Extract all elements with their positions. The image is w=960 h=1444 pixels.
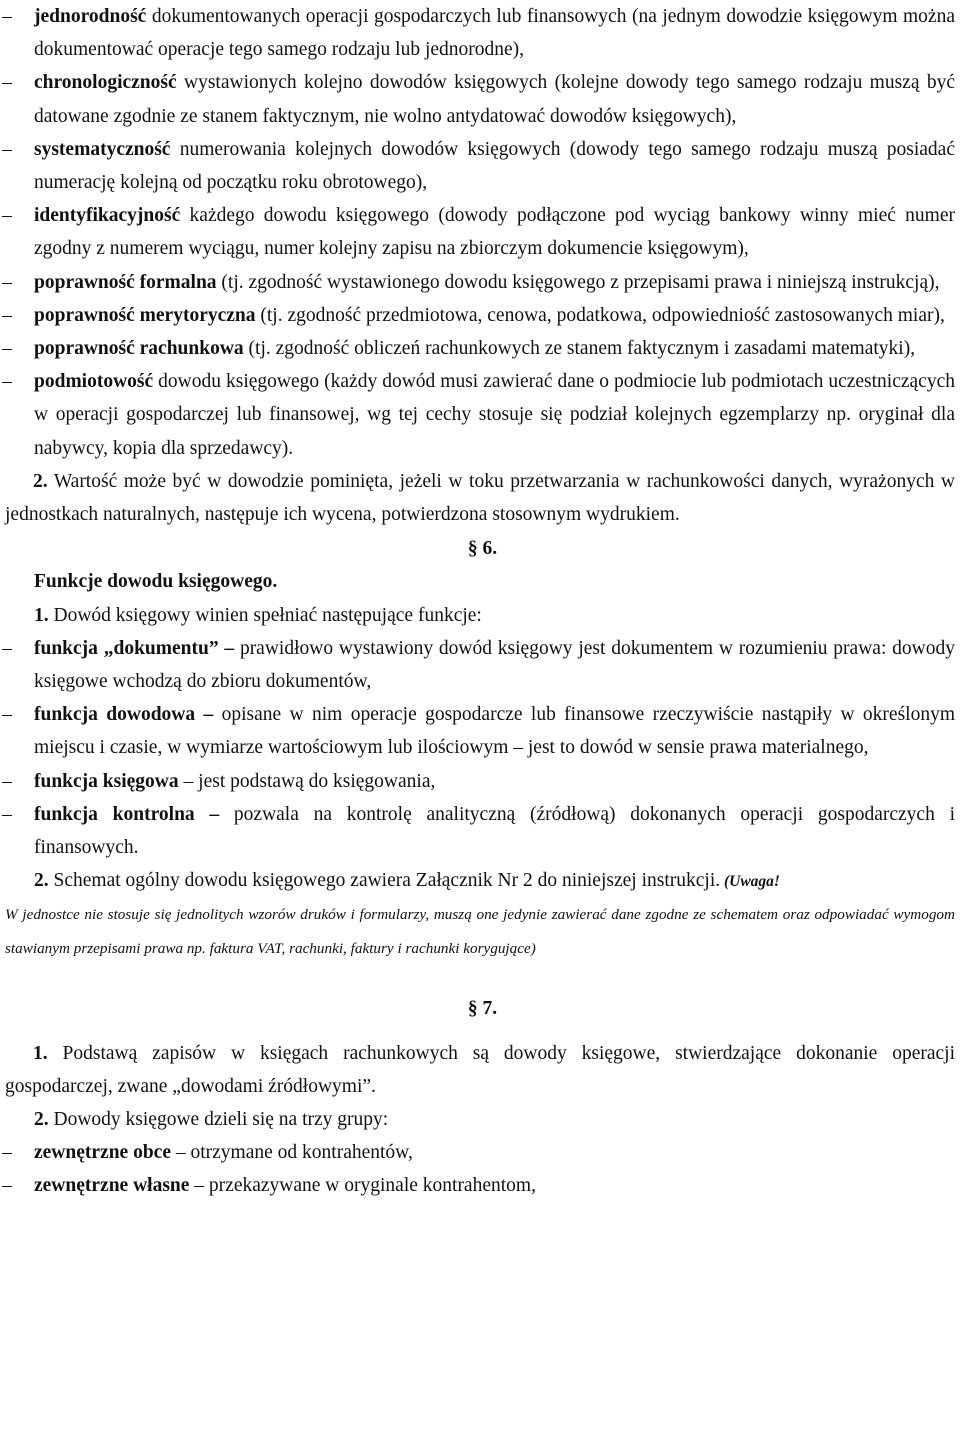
item-term: zewnętrzne własne (34, 1175, 190, 1197)
item-text: (tj. zgodność przedmiotowa, cenowa, podatkowa, odpowiedniość zastosowanych miar), (255, 304, 945, 326)
criteria-list (0, 0, 960, 465)
spacer (0, 965, 960, 987)
item-term: funkcja księgowa (34, 770, 179, 792)
paragraph-2 (0, 465, 960, 531)
list-item (0, 798, 960, 864)
dash-bullet: – (2, 770, 12, 792)
paragraph-text: Schemat ogólny dowodu księgowego zawiera Załącznik Nr 2 do niniejszej instrukcji. (48, 870, 721, 892)
item-term: systematyczność (34, 138, 171, 160)
dash-bullet: – (2, 704, 12, 726)
dash-bullet: – (2, 803, 12, 825)
item-term: chronologiczność (34, 72, 177, 94)
item-text: opisane w nim operacje gospodarcze lub finansowe rzeczywiście nastąpiły w określonym miejscu i czasie, w wymiarze wartościowym lub ilościowym – jest to dowód w sensie prawa materialnego, (34, 704, 955, 759)
item-text: numerowania kolejnych dowodów księgowych (dowody tego samego rodzaju muszą posiadać numerację kolejną od początku roku obrotowego), (34, 138, 955, 194)
paragraph-number: 2. (33, 470, 48, 492)
list-item (0, 698, 960, 764)
list-item (0, 0, 960, 66)
dash-bullet: – (2, 271, 12, 293)
paragraph-text: Wartość może być w dowodzie pominięta, jeżeli w toku przetwarzania w rachunkowości danych, wyrażonych w jednostkach naturalnych, następuje ich wycena, potwierdzona stosownym wydrukiem. (5, 470, 955, 526)
italic-note: W jednostce nie stosuje się jednolitych wzorów druków i formularzy, muszą one jedynie zawierać dane zgodne ze schematem oraz odpowiadać wymogom stawianym przepisami prawa np. faktura VAT, rachunki, faktury i rachunki korygujące) (5, 906, 955, 957)
item-text: – przekazywane w oryginale kontrahentom, (189, 1175, 536, 1197)
dash-bullet: – (2, 1175, 12, 1197)
list-item (0, 632, 960, 698)
dash-bullet: – (2, 338, 12, 360)
section-6-heading: Funkcje dowodu księgowego. (34, 571, 278, 593)
paragraph-number: 1. (34, 604, 49, 626)
dash-bullet: – (2, 304, 12, 326)
dash-bullet: – (2, 371, 12, 393)
item-text: (tj. zgodność wystawionego dowodu księgowego z przepisami prawa i niniejszą instrukcją), (216, 271, 940, 293)
list-item (0, 299, 960, 332)
list-item (0, 266, 960, 299)
paragraph-number: 1. (33, 1042, 48, 1064)
item-text: wystawionych kolejno dowodów księgowych (kolejne dowody tego samego rodzaju muszą być datowane zgodnie ze stanem faktycznym, nie wolno antydatować dowodów księgowych), (34, 72, 955, 127)
section-6-point-2 (0, 864, 960, 898)
item-term: funkcja dowodowa – (34, 704, 214, 726)
list-item (0, 66, 960, 132)
dash-bullet: – (2, 72, 12, 94)
paragraph-text: Podstawą zapisów w księgach rachunkowych są dowody księgowe, stwierdzające dokonanie operacji gospodarczej, zwane „dowodami źródłowymi”. (5, 1042, 955, 1097)
list-item (0, 1169, 960, 1202)
functions-list (0, 632, 960, 864)
item-term: jednorodność (34, 6, 147, 27)
section-7-point-1 (0, 1037, 960, 1103)
item-term: poprawność rachunkowa (34, 338, 244, 360)
item-term: poprawność merytoryczna (34, 304, 256, 326)
list-item (0, 133, 960, 199)
item-text: każdego dowodu księgowego (dowody podłączone pod wyciąg bankowy winny mieć numer zgodny z numerem wyciągu, numer kolejny zapisu na zbiorczym dokumencie księgowym), (34, 205, 955, 260)
groups-list (0, 1136, 960, 1202)
list-item (0, 199, 960, 265)
paragraph-number: 2. (34, 1108, 49, 1130)
paragraph-number: 2. (34, 870, 49, 892)
list-item (0, 332, 960, 365)
item-term: podmiotowość (34, 371, 154, 393)
note-marker: (Uwaga! (720, 873, 780, 891)
dash-bullet: – (2, 205, 12, 227)
list-item (0, 765, 960, 798)
item-text: dokumentowanych operacji gospodarczych lub finansowych (na jednym dowodzie księgowym można dokumentować operacje tego samego rodzaju lub jednorodne), (34, 6, 955, 61)
dash-bullet: – (2, 138, 12, 160)
item-term: zewnętrzne obce (34, 1142, 171, 1164)
item-text: (tj. zgodność obliczeń rachunkowych ze stanem faktycznym i zasadami matematyki), (243, 338, 916, 360)
item-text: prawidłowo wystawiony dowód księgowy jest dokumentem w rozumieniu prawa: dowody księgowe wchodzą do zbioru dokumentów, (34, 637, 955, 693)
item-term: funkcja „dokumentu” – (34, 637, 235, 659)
item-term: funkcja kontrolna – (34, 803, 220, 825)
list-item (0, 365, 960, 465)
list-item (0, 1136, 960, 1169)
section-6-point-1 (0, 599, 960, 632)
section-7-point-2 (0, 1103, 960, 1136)
section-6-marker: § 6. (467, 538, 498, 560)
paragraph-text: Dowody księgowe dzieli się na trzy grupy: (48, 1108, 389, 1130)
item-term: identyfikacyjność (34, 205, 181, 227)
spacer (0, 1026, 960, 1037)
paragraph-text: Dowód księgowy winien spełniać następujące funkcje: (48, 604, 482, 626)
dash-bullet: – (2, 6, 12, 27)
item-text: – jest podstawą do księgowania, (178, 770, 436, 792)
dash-bullet: – (2, 637, 12, 659)
item-text: – otrzymane od kontrahentów, (170, 1142, 413, 1164)
item-term: poprawność formalna (34, 271, 217, 293)
item-text: dowodu księgowego (każdy dowód musi zawierać dane o podmiocie lub podmiotach uczestniczących w operacji gospodarczej lub finansowej, wg tej cechy stosuje się podział kolejnych egzemplarzy np. oryginał dla nabywcy, kopia dla sprzedawcy). (34, 371, 955, 459)
dash-bullet: – (2, 1142, 12, 1164)
item-text: pozwala na kontrolę analityczną (źródłową) dokonanych operacji gospodarczych i finansowych. (34, 803, 955, 859)
section-7-marker: § 7. (467, 998, 498, 1020)
